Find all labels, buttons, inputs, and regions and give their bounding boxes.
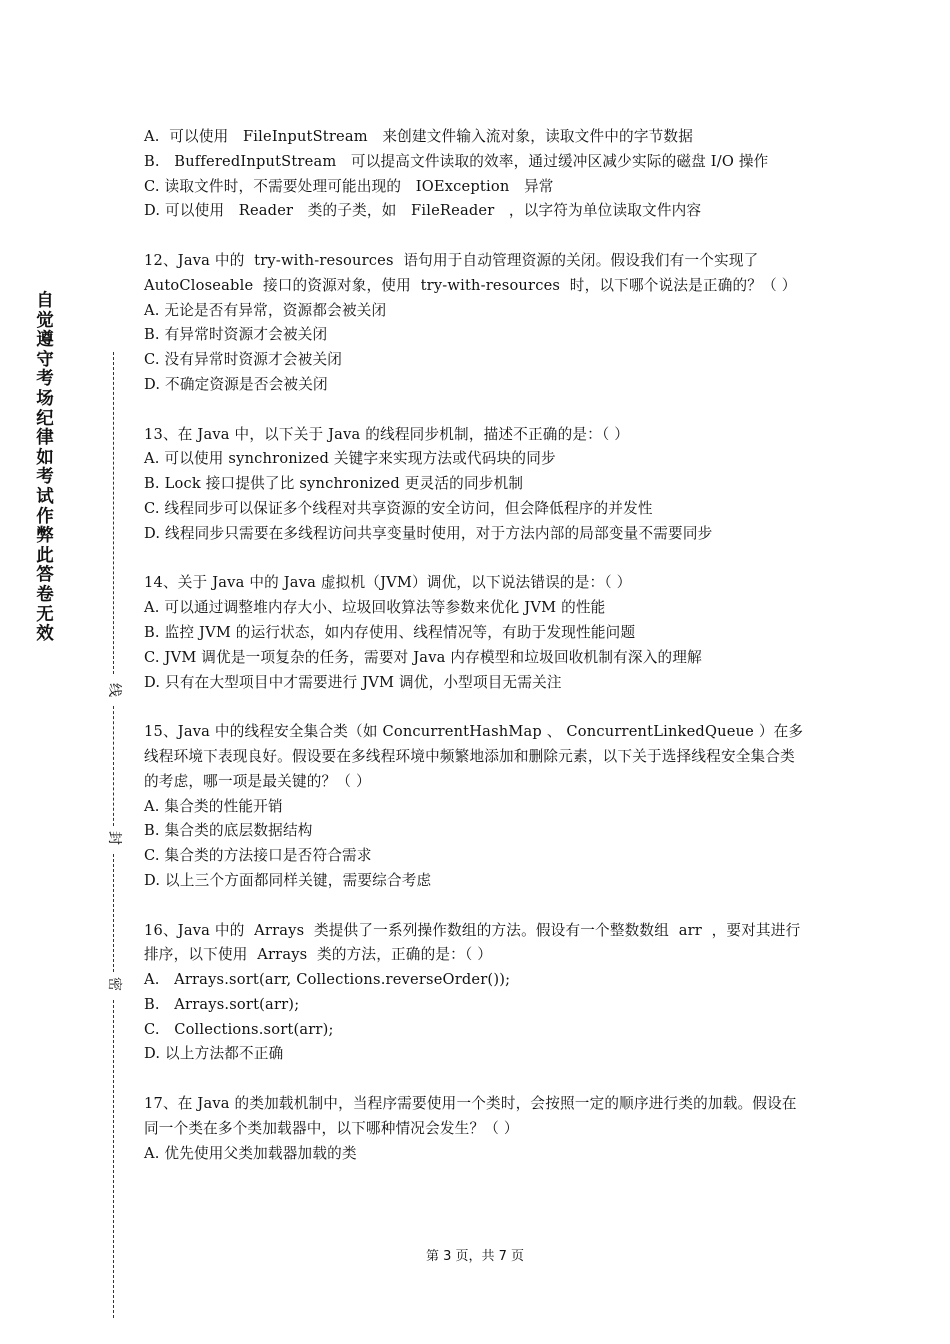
binding-dashed-line <box>113 352 114 674</box>
option-b: B. 集合类的底层数据结构 <box>144 822 313 840</box>
binding-dashed-line <box>113 1000 114 1318</box>
option-b: B. 有异常时资源才会被关闭 <box>144 326 328 344</box>
question-11 <box>144 125 808 224</box>
question-17 <box>144 1092 808 1166</box>
question-13 <box>144 423 808 547</box>
option-d: D. 以上三个方面都同样关键，需要综合考虑 <box>144 871 432 889</box>
option-a: A. 可以使用 synchronized 关键字来实现方法或代码块的同步 <box>144 450 556 468</box>
option-c: C. 没有异常时资源才会被关闭 <box>144 351 343 369</box>
option-d: D. 可以使用 Reader 类的子类，如 FileReader ，以字符为单位读取文件内容 <box>144 202 702 220</box>
exam-discipline-notice: 自觉遵守考场纪律如考试作弊此答卷无效 <box>36 291 54 645</box>
option-b: B. 监控 JVM 的运行状态，如内存使用、线程情况等，有助于发现性能问题 <box>144 623 636 641</box>
option-c: C. 集合类的方法接口是否符合需求 <box>144 847 372 865</box>
option-a: A. 优先使用父类加载器加载的类 <box>144 1144 357 1162</box>
option-d: D. 以上方法都不正确 <box>144 1045 284 1063</box>
binding-mark-line: 线 <box>106 683 122 697</box>
option-b: B. Arrays.sort(arr); <box>144 995 300 1013</box>
option-d: D. 只有在大型项目中才需要进行 JVM 调优，小型项目无需关注 <box>144 673 562 691</box>
question-16 <box>144 919 808 1068</box>
question-stem: 15、Java 中的线程安全集合类（如 ConcurrentHashMap 、 ConcurrentLinkedQueue ）在多线程环境下表现良好。假设要在多线程环境中频繁地添加和删除元素，以下关于选择线程安全集合类的考虑，哪一项是最关键的？（ ） <box>144 723 804 790</box>
binding-mark-secret: 密 <box>106 977 122 991</box>
option-c: C. JVM 调优是一项复杂的任务，需要对 Java 内存模型和垃圾回收机制有深入的理解 <box>144 648 702 666</box>
question-12 <box>144 249 808 398</box>
option-d: D. 不确定资源是否会被关闭 <box>144 375 328 393</box>
option-d: D. 线程同步只需要在多线程访问共享变量时使用，对于方法内部的局部变量不需要同步 <box>144 524 713 542</box>
option-c: C. Collections.sort(arr); <box>144 1020 334 1038</box>
option-a: A. 无论是否有异常，资源都会被关闭 <box>144 301 387 319</box>
option-a: A. 可以使用 FileInputStream 来创建文件输入流对象，读取文件中的字节数据 <box>144 128 694 145</box>
question-stem: 16、Java 中的 Arrays 类提供了一系列操作数组的方法。假设有一个整数数组 arr ，要对其进行排序，以下使用 Arrays 类的方法，正确的是：（ ） <box>144 921 801 964</box>
binding-dashed-line <box>113 706 114 826</box>
option-c: C. 读取文件时，不需要处理可能出现的 IOException 异常 <box>144 177 554 195</box>
option-a: A. 集合类的性能开销 <box>144 797 283 815</box>
binding-dashed-line <box>113 854 114 972</box>
question-stem: 12、Java 中的 try-with-resources 语句用于自动管理资源的关闭。假设我们有一个实现了 AutoCloseable 接口的资源对象，使用 try-with-resources 时，以下哪个说法是正确的？（ ） <box>144 251 797 294</box>
page-footer: 第 3 页，共 7 页 <box>425 1249 525 1264</box>
option-a: A. 可以通过调整堆内存大小、垃圾回收算法等参数来优化 JVM 的性能 <box>144 599 606 617</box>
question-stem: 14、关于 Java 中的 Java 虚拟机（JVM）调优，以下说法错误的是：（ ） <box>144 574 632 592</box>
question-stem: 17、在 Java 的类加载机制中，当程序需要使用一个类时，会按照一定的顺序进行类的加载。假设在同一个类在多个类加载器中，以下哪种情况会发生？（ ） <box>144 1095 797 1137</box>
option-b: B. Lock 接口提供了比 synchronized 更灵活的同步机制 <box>144 475 524 493</box>
option-a: A. Arrays.sort(arr, Collections.reverseOrder()); <box>144 971 511 989</box>
question-stem: 13、在 Java 中，以下关于 Java 的线程同步机制，描述不正确的是：（ ） <box>144 425 630 443</box>
option-b: B. BufferedInputStream 可以提高文件读取的效率，通过缓冲区减少实际的磁盘 I/O 操作 <box>144 152 769 170</box>
question-list <box>144 125 808 1191</box>
binding-mark-seal: 封 <box>106 831 122 845</box>
option-c: C. 线程同步可以保证多个线程对共享资源的安全访问，但会降低程序的并发性 <box>144 499 653 517</box>
question-15 <box>144 720 808 894</box>
question-14 <box>144 571 808 695</box>
